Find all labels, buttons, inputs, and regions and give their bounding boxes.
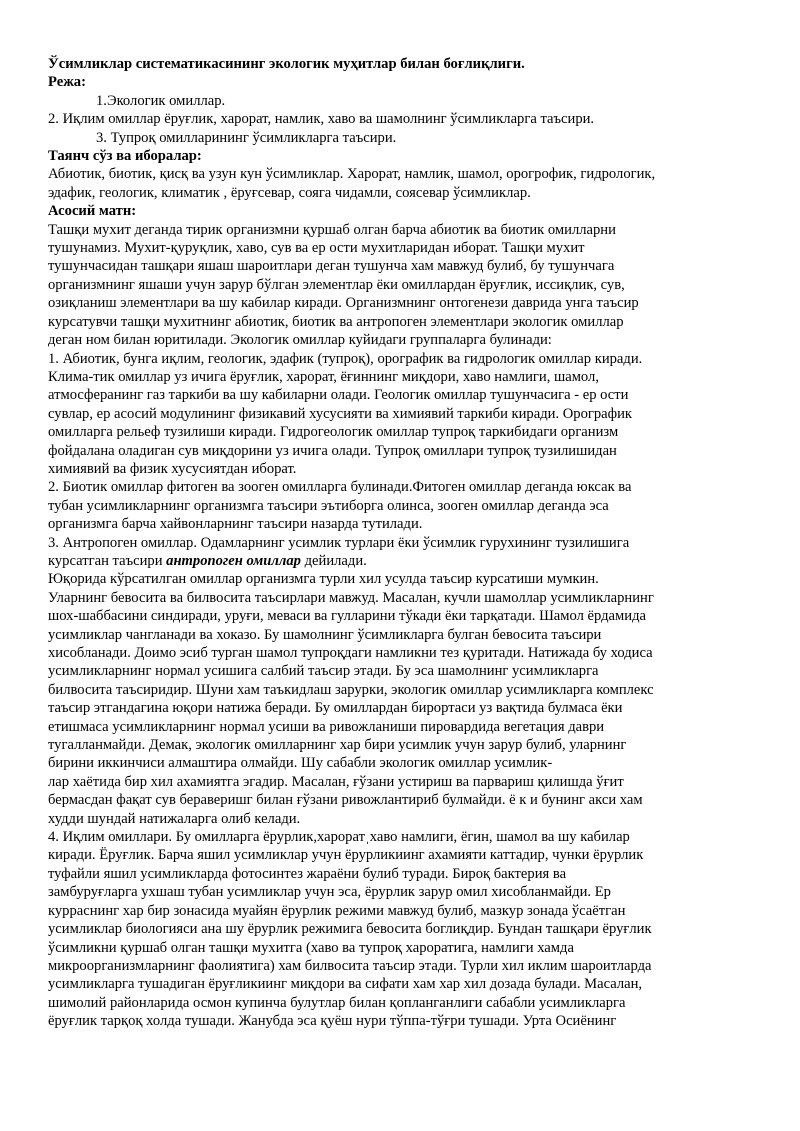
main-text-line: туфайли яшил усимликларда фотосинтез жараёни булиб туради. Бироқ бактерия ва <box>48 865 567 882</box>
main-text-part-2 <box>48 570 754 1030</box>
main-text-line: киради. Ёруғлик. Барча яшил усимликлар учун ёрурликиинг ахамияти каттадир, чунки ёрурлик <box>48 847 644 864</box>
main-text-line: деган ном билан юритилади. Экологик омиллар куйидаги группаларга булинади: <box>48 332 552 349</box>
document-title: Ўсимликлар систематикасининг экологик муҳитлар билан боғлиқлиги. <box>48 56 525 72</box>
main-text-line: тушунамиз. Мухит-қуруқлик, хаво, сув ва ер ости мухитларидан иборат. Ташқи мухит <box>48 240 585 257</box>
main-text-line: атмосферанинг газ таркиби ва шу кабиларни олади. Геологик омиллар тушунчасига - ер ости <box>48 387 629 404</box>
main-text-line: организмга барча хайвонларнинг таъсири назарда тутилади. <box>48 516 423 533</box>
main-text-line: 2. Биотик омиллар фитоген ва зооген омилларга булинади.Фитоген омиллар деганда юксак ва <box>48 479 632 496</box>
anthropogenic-line-end: дейилади. <box>300 552 367 569</box>
main-text-line: химиявий ва физик хусусиятдан иборат. <box>48 460 297 477</box>
main-text-line: тугалланмайди. Демак, экологик омилларнинг хар бири усимлик учун зарур булиб, уларнинг <box>48 737 627 754</box>
main-text-line: усимликларга тушадиган ёруғликиинг миқдори ва сифати хам хар хил дозада булади. Масалан, <box>48 976 643 993</box>
anthropogenic-line <box>48 552 754 570</box>
main-text-line: Ташқи мухит деганда тирик организмни қуршаб олган барча абиотик ва биотик омилларни <box>48 221 616 238</box>
main-text-line: бермасдан фақат сув бераверишг билан ғўзани ривожлантириб булмайди. ё к и бунинг акси хам <box>48 792 643 809</box>
main-text-line: лар хаётида бир хил ахамиятга эгадир. Масалан, ғўзани устириш ва парвариш қилишда ўғит <box>48 773 624 790</box>
plan-item-1: 1.Экологик омиллар. <box>96 92 226 109</box>
main-text-line: тушунчасидан ташқари яшаш шароитлари деган тушунча хам мавжуд булиб, бу тушунчага <box>48 258 615 275</box>
main-text-line: микроорганизмларнинг фаолиятига) хам билвосита таъсир этади. Турли хил иклим шароитларда <box>48 957 652 974</box>
keywords-heading: Таянч сўз ва иборалар: <box>48 148 202 165</box>
plan-heading: Режа: <box>48 74 86 91</box>
keywords-text-line: эдафик, геологик, климатик , ёруғсевар, сояга чидамли, соясевар ўсимликлар. <box>48 184 531 201</box>
main-text-line: бирини иккинчиси алмаштира олмайди. Шу сабабли экологик омиллар усимлик- <box>48 755 553 772</box>
main-text-line: 3. Антропоген омиллар. Одамларнинг усимлик турлари ёки ўсимлик гурухининг тузилишига <box>48 534 630 551</box>
main-text-line: усимликлар чангланади ва хоказо. Бу шамолнинг ўсимликларга булган бевосита таъсири <box>48 626 602 643</box>
main-text-line: ўсимликни қуршаб олган ташқи мухитга (хаво ва тупроқ хароратига, намлиги хамда <box>48 939 574 956</box>
main-text-line: Клима-тик омиллар уз ичига ёруғлик, харорат, ёғиннинг миқдори, хаво намлиги, шамол, <box>48 368 599 385</box>
main-text-line: 4. Иқлим омиллари. Бу омилларга ёрурлик,хароратˌхаво намлиги, ёгин, шамол ва шу кабилар <box>48 829 630 846</box>
anthropogenic-line-start: курсатган таъсири <box>48 552 167 569</box>
main-text-line: етишмаса усимликларнинг нормал усиши ва ривожланиши пировардида вегетация даври <box>48 718 605 735</box>
main-text-line: худди шундай натижаларга олиб келади. <box>48 810 301 827</box>
main-text-line: замбуруғларга ухшаш тубан усимликлар учун эса, ёрурлик зарур омил хисобланмайди. Ер <box>48 884 611 901</box>
plan-item-3: 3. Тупроқ омилларининг ўсимликларга таъсири. <box>96 129 397 146</box>
main-text-line: усимликлар биологияси ана шу ёрурлик режимига бевосита боглиқдир. Бундан ташқари ёруғлик <box>48 921 652 938</box>
main-text-line: таъсир этгандагина юқори натижа беради. Бу омиллардан бирортаси уз вақтида булмаса ёки <box>48 700 623 717</box>
main-text-line: Уларнинг бевосита ва билвосита таъсирлари мавжуд. Масалан, кучли шамоллар усимликларнинг <box>48 589 654 606</box>
main-text-part-1 <box>48 221 754 552</box>
main-text-line: курсатувчи ташқи мухитнинг абиотик, биотик ва антропоген элементлари экологик омиллар <box>48 313 624 330</box>
main-text-line: шимолий районларида осмон купинча булутлар билан қопланганлиги сабабли усимликларга <box>48 994 626 1011</box>
plan-item-2: 2. Иқлим омиллар ёруғлик, харорат, намлик, хаво ва шамолнинг ўсимликларга таъсири. <box>48 111 595 128</box>
main-text-line: 1. Абиотик, бунга иқлим, геологик, эдафик (тупроқ), орографик ва гидрологик омиллар киради. <box>48 350 643 367</box>
anthropogenic-term: антропоген омиллар <box>166 552 301 569</box>
main-text-line: шох-шаббасини синдиради, уруғи, меваси ва гулларини тўкади ёки тарқатади. Шамол ёрдамида <box>48 608 646 625</box>
main-text-line: озиқланиш элементлари ва шу кабилар киради. Организмнинг онтогенези даврида унга таъсир <box>48 295 639 312</box>
keywords-text-line: Абиотик, биотик, қисқ ва узун кун ўсимликлар. Харорат, намлик, шамол, орогрофик, гидрологик, <box>48 166 656 183</box>
main-text-line: организмнинг яшаши учун зарур бўлган элементлар ёки омиллардан ёруғлик, иссиқлик, сув, <box>48 276 625 293</box>
main-text-line: Юқорида кўрсатилган омиллар организмга турли хил усулда таъсир курсатиши мумкин. <box>48 571 599 588</box>
keywords-text <box>48 165 754 202</box>
document-body <box>48 55 754 1031</box>
main-text-line: курраснинг хар бир зонасида муайян ёрурлик режими мавжуд булиб, мазкур зонада ўсаётган <box>48 902 626 919</box>
main-text-line: фойдалана оладиган сув миқдорини уз ичига олади. Тупроқ омиллари тупроқ тузилишидан <box>48 442 617 459</box>
main-text-line: ёруғлик тарқоқ холда тушади. Жанубда эса қуёш нури тўппа-тўғри тушади. Урта Осиёнинг <box>48 1013 617 1030</box>
main-text-line: тубан усимликларнинг организмга таъсири эътиборга олинса, зооген омиллар деганда эса <box>48 497 609 514</box>
main-text-line: сувлар, ер асосий модулининг физикавий хусусияти ва химиявий таркиби киради. Орографик <box>48 405 632 422</box>
main-text-heading: Асосий матн: <box>48 203 137 220</box>
main-text-line: омилларга рельеф тузилиши киради. Гидрогеологик омиллар тупроқ таркибидаги организм <box>48 424 619 441</box>
main-text-line: билвосита таъсиридир. Шуни хам таъкидлаш зарурки, экологик омиллар усимликларга комплекс <box>48 681 654 698</box>
main-text-line: хисобланади. Доимо эсиб турган шамол тупроқдаги намликни тез қуритади. Натижада бу ходиса <box>48 645 653 661</box>
main-text-line: усимликларнинг нормал усишига салбий таъсир этади. Бу эса шамолнинг усимликларга <box>48 663 599 680</box>
